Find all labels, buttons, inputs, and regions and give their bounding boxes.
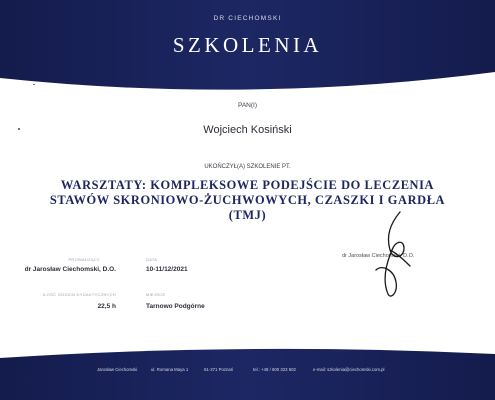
hours-label: ILOŚĆ GODZIN DYDAKTYCZNYCH bbox=[42, 292, 116, 297]
footer-name: Jarosław Ciechomski bbox=[97, 367, 138, 372]
speck bbox=[33, 84, 35, 85]
handwritten-signature bbox=[360, 206, 420, 301]
footer-street: ul. Romana Maya 1 bbox=[151, 367, 189, 372]
place-label: MIEJSCE bbox=[146, 292, 166, 297]
place-value: Tarnowo Podgórne bbox=[146, 303, 205, 310]
footer-band bbox=[0, 348, 495, 400]
instructor-value: dr Jarosław Ciechomski, D.O. bbox=[24, 266, 116, 273]
footer-phone: tel.: +48 / 600 323 502 bbox=[253, 367, 296, 372]
salutation: PAN(I) bbox=[237, 102, 258, 109]
recipient-name: Wojciech Kosiński bbox=[203, 124, 292, 136]
instructor-label: PROWADZĄCY bbox=[68, 257, 100, 262]
course-title-line: STAWÓW SKRONIOWO-ŻUCHWOWYCH, CZASZKI I GARDŁA bbox=[49, 193, 446, 207]
brand-subtitle: DR CIECHOMSKI bbox=[213, 15, 282, 22]
signature-caption: dr Jarosław Ciechomski, D.O. bbox=[342, 253, 415, 259]
footer-city: 61-371 Poznań bbox=[204, 367, 234, 372]
course-title bbox=[0, 178, 495, 223]
course-title-line: (TMJ) bbox=[228, 208, 267, 222]
date-value: 10-11/12/2021 bbox=[146, 266, 188, 273]
footer-email: e-mail: szkolenia@ciechomski.com.pl bbox=[313, 367, 385, 372]
course-title-line: WARSZTATY: KOMPLEKSOWE PODEJŚCIE DO LECZENIA bbox=[60, 178, 435, 192]
hours-value: 22,5 h bbox=[97, 303, 116, 310]
completed-label: UKOŃCZYŁ(A) SZKOLENIE PT. bbox=[204, 164, 291, 170]
brand-logo-text: SZKOLENIA bbox=[172, 33, 323, 57]
date-label: DATA bbox=[146, 257, 158, 262]
